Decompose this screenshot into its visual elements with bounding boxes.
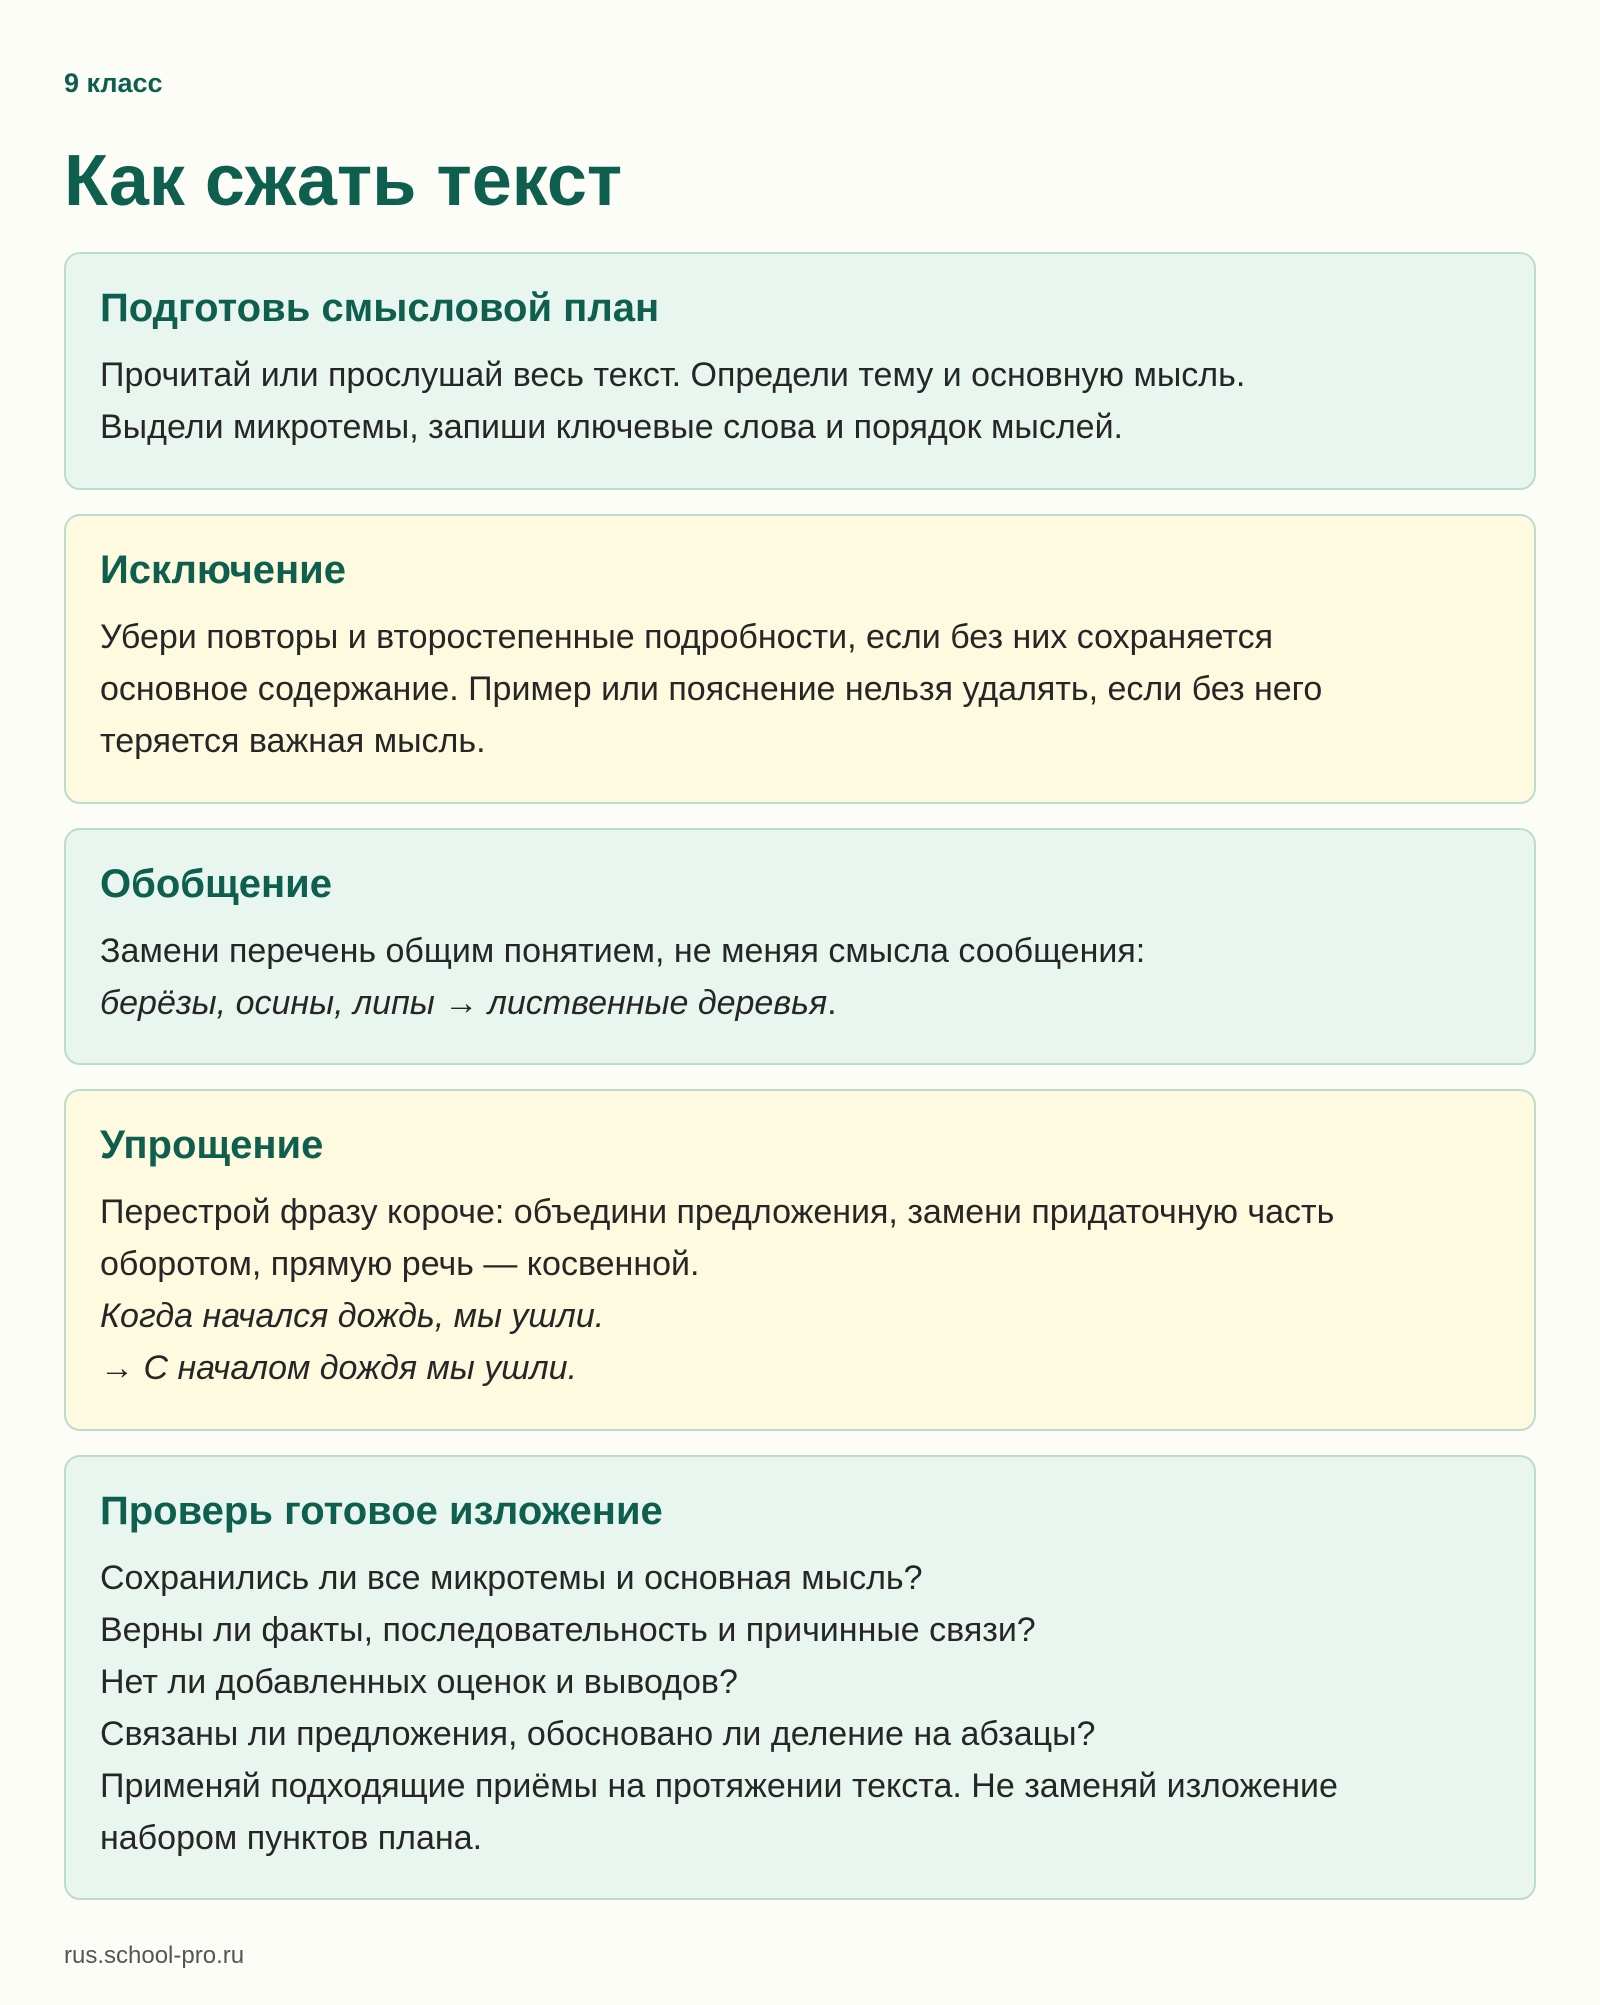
card-text-line: теряется важная мысль. xyxy=(100,722,486,760)
card-simplification xyxy=(64,1089,1536,1431)
card-generalization xyxy=(64,828,1536,1065)
card-text-line: оборотом, прямую речь — косвенной. xyxy=(100,1245,700,1283)
example-text: берёзы, осины, липы → лиственные деревья xyxy=(100,984,828,1022)
card-check-summary xyxy=(64,1455,1536,1900)
cards-container xyxy=(64,252,1536,1924)
card-text-line: Убери повторы и второстепенные подробности, если без них сохраняется xyxy=(100,618,1273,656)
card-example-line xyxy=(100,977,1500,1029)
page-title: Как сжать текст xyxy=(64,141,623,221)
card-exclusion xyxy=(64,514,1536,804)
grade-label: 9 класс xyxy=(64,68,163,98)
card-text-line: Перестрой фразу короче: объедини предложения, замени придаточную часть xyxy=(100,1193,1335,1231)
card-text-line: Нет ли добавленных оценок и выводов? xyxy=(100,1663,738,1701)
card-heading: Исключение xyxy=(100,548,347,592)
card-text-line: Применяй подходящие приёмы на протяжении текста. Не заменяй изложение xyxy=(100,1767,1338,1805)
card-text-line: Верны ли факты, последовательность и причинные связи? xyxy=(100,1611,1036,1649)
card-text-line: набором пунктов плана. xyxy=(100,1819,483,1857)
card-semantic-plan xyxy=(64,252,1536,490)
card-text-line: Выдели микротемы, запиши ключевые слова и порядок мыслей. xyxy=(100,408,1124,446)
card-heading: Обобщение xyxy=(100,862,332,906)
card-heading: Подготовь смысловой план xyxy=(100,286,660,330)
footer-source: rus.school-pro.ru xyxy=(64,1942,245,1969)
card-text-line: Связаны ли предложения, обосновано ли деление на абзацы? xyxy=(100,1715,1096,1753)
card-example-line: Когда начался дождь, мы ушли. xyxy=(100,1297,605,1335)
card-text-line: Замени перечень общим понятием, не меняя смысла сообщения: xyxy=(100,932,1146,970)
card-text-line: основное содержание. Пример или пояснение нельзя удалять, если без него xyxy=(100,670,1323,708)
card-text-line: Сохранились ли все микротемы и основная мысль? xyxy=(100,1559,923,1597)
example-period: . xyxy=(827,984,837,1022)
card-heading: Проверь готовое изложение xyxy=(100,1489,663,1533)
card-example-line: → С началом дождя мы ушли. xyxy=(100,1349,578,1387)
card-text-line: Прочитай или прослушай весь текст. Определи тему и основную мысль. xyxy=(100,356,1246,394)
card-heading: Упрощение xyxy=(100,1123,324,1167)
